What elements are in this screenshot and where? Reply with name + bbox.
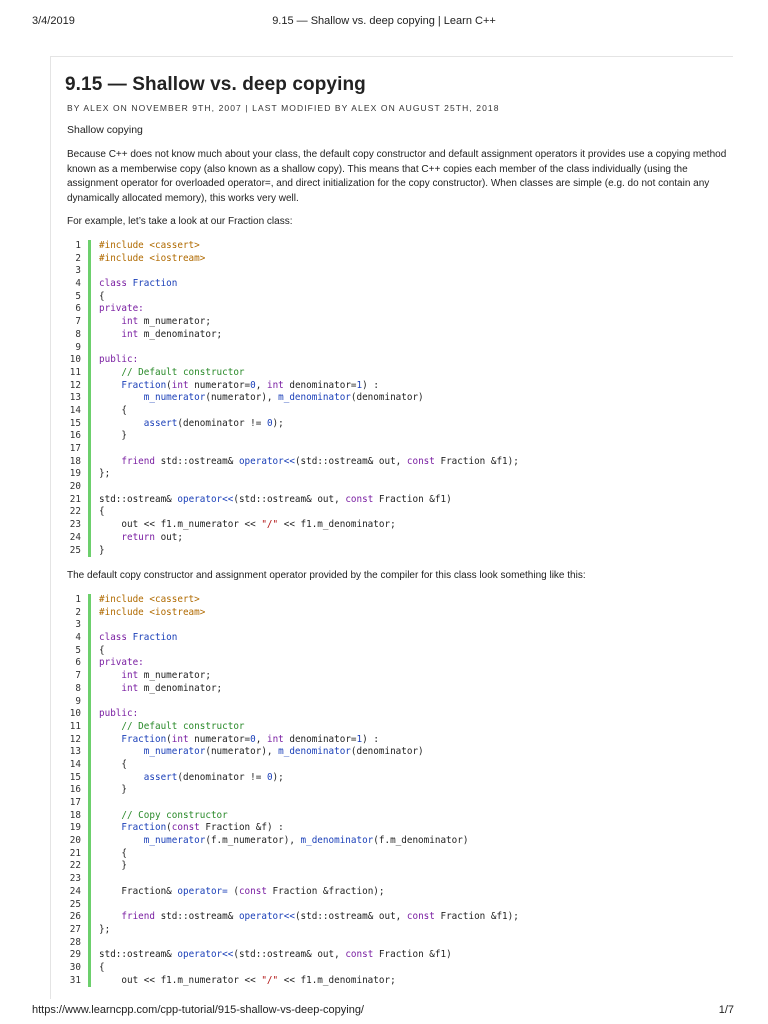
- code-line: [67, 253, 729, 266]
- line-number: 19: [69, 822, 81, 834]
- code-line: [67, 746, 729, 759]
- line-number: 18: [69, 455, 81, 467]
- code-text: #include <iostream>: [99, 606, 206, 618]
- code-line: [67, 797, 729, 810]
- code-gutter-bar: [88, 860, 91, 873]
- code-gutter-bar: [88, 708, 91, 721]
- code-line: [67, 670, 729, 683]
- line-number: 5: [75, 290, 81, 302]
- code-gutter-bar: [88, 354, 91, 367]
- code-line: [67, 506, 729, 519]
- code-text: std::ostream& operator<<(std::ostream& out, const Fraction &f1): [99, 493, 452, 505]
- line-number: 15: [69, 417, 81, 429]
- code-line: [67, 645, 729, 658]
- code-gutter-bar: [88, 430, 91, 443]
- code-gutter-bar: [88, 810, 91, 823]
- line-number: 16: [69, 784, 81, 796]
- code-line: [67, 721, 729, 734]
- line-number: 10: [69, 708, 81, 720]
- code-line: [67, 418, 729, 431]
- line-number: 9: [75, 341, 81, 353]
- code-text: out << f1.m_numerator << "/" << f1.m_denominator;: [99, 974, 396, 986]
- code-line: [67, 607, 729, 620]
- article: [50, 56, 733, 999]
- code-gutter-bar: [88, 405, 91, 418]
- code-gutter-bar: [88, 721, 91, 734]
- code-text: int m_numerator;: [121, 670, 211, 682]
- code-text: private:: [99, 657, 144, 669]
- code-line: [67, 456, 729, 469]
- line-number: 7: [75, 670, 81, 682]
- print-page-number: 1/7: [718, 1004, 734, 1016]
- code-text: {: [99, 758, 127, 770]
- line-number: 15: [69, 771, 81, 783]
- code-text: public:: [99, 354, 139, 366]
- line-number: 13: [69, 392, 81, 404]
- line-number: 4: [75, 632, 81, 644]
- code-line: [67, 468, 729, 481]
- line-number: 8: [75, 328, 81, 340]
- code-line: [67, 481, 729, 494]
- code-gutter-bar: [88, 380, 91, 393]
- code-gutter-bar: [88, 291, 91, 304]
- code-text: public:: [99, 708, 139, 720]
- code-text: Fraction(int numerator=0, int denominator=1) :: [121, 379, 379, 391]
- line-number: 30: [69, 961, 81, 973]
- code-line: [67, 494, 729, 507]
- code-gutter-bar: [88, 835, 91, 848]
- code-text: {: [99, 506, 105, 518]
- code-line: [67, 810, 729, 823]
- code-gutter-bar: [88, 418, 91, 431]
- line-number: 14: [69, 758, 81, 770]
- code-gutter-bar: [88, 253, 91, 266]
- line-number: 3: [75, 619, 81, 631]
- code-gutter-bar: [88, 899, 91, 912]
- code-gutter-bar: [88, 822, 91, 835]
- code-text: out << f1.m_numerator << "/" << f1.m_denominator;: [99, 519, 396, 531]
- code-gutter-bar: [88, 494, 91, 507]
- code-gutter-bar: [88, 456, 91, 469]
- code-text: {: [99, 644, 105, 656]
- code-line: [67, 975, 729, 988]
- code-text: friend std::ostream& operator<<(std::ostream& out, const Fraction &f1);: [121, 911, 519, 923]
- line-number: 11: [69, 720, 81, 732]
- code-line: [67, 291, 729, 304]
- code-gutter-bar: [88, 392, 91, 405]
- code-gutter-bar: [88, 772, 91, 785]
- code-gutter-bar: [88, 594, 91, 607]
- print-date: 3/4/2019: [32, 15, 75, 27]
- code-line: [67, 405, 729, 418]
- code-text: }: [99, 860, 127, 872]
- code-line: [67, 240, 729, 253]
- line-number: 25: [69, 898, 81, 910]
- code-gutter-bar: [88, 734, 91, 747]
- code-gutter-bar: [88, 657, 91, 670]
- code-line: [67, 532, 729, 545]
- print-footer: [0, 1000, 768, 1024]
- line-number: 1: [75, 240, 81, 251]
- code-text: m_numerator(numerator), m_denominator(denominator): [143, 392, 424, 404]
- code-gutter-bar: [88, 342, 91, 355]
- code-line: [67, 367, 729, 380]
- code-gutter-bar: [88, 848, 91, 861]
- code-line: [67, 759, 729, 772]
- code-gutter-bar: [88, 937, 91, 950]
- line-number: 23: [69, 873, 81, 885]
- code-text: {: [99, 961, 105, 973]
- code-gutter-bar: [88, 683, 91, 696]
- line-number: 2: [75, 606, 81, 618]
- code-gutter-bar: [88, 962, 91, 975]
- code-line: [67, 822, 729, 835]
- code-text: private:: [99, 303, 144, 315]
- code-line: [67, 708, 729, 721]
- code-text: #include <cassert>: [99, 594, 200, 605]
- code-gutter-bar: [88, 759, 91, 772]
- code-line: [67, 899, 729, 912]
- line-number: 22: [69, 860, 81, 872]
- code-gutter-bar: [88, 949, 91, 962]
- line-number: 21: [69, 493, 81, 505]
- line-number: 26: [69, 911, 81, 923]
- line-number: 16: [69, 430, 81, 442]
- line-number: 6: [75, 657, 81, 669]
- code-line: [67, 696, 729, 709]
- line-number: 5: [75, 644, 81, 656]
- code-block-fraction-class: [67, 240, 729, 557]
- code-gutter-bar: [88, 532, 91, 545]
- code-text: };: [99, 923, 111, 935]
- code-gutter-bar: [88, 303, 91, 316]
- code-text: class Fraction: [99, 632, 178, 644]
- line-number: 17: [69, 443, 81, 454]
- line-number: 17: [69, 797, 81, 808]
- line-number: 25: [69, 544, 81, 556]
- line-number: 3: [75, 265, 81, 277]
- code-line: [67, 962, 729, 975]
- code-line: [67, 873, 729, 886]
- code-line: [67, 632, 729, 645]
- code-gutter-bar: [88, 240, 91, 253]
- code-line: [67, 430, 729, 443]
- code-gutter-bar: [88, 645, 91, 658]
- code-line: [67, 619, 729, 632]
- code-text: #include <cassert>: [99, 240, 200, 251]
- code-gutter-bar: [88, 329, 91, 342]
- intro-paragraph: Because C++ does not know much about your class, the default copy constructor and default assignment operators it provides use a copying method known as a memberwise copy (also known as a shallow copy). This means that C++ copies each member of the class individually (using the assignment operator for overloaded operator=, and direct initialization for the copy constructor). When classes are simple (e.g. do not contain any dynamically allocated memory), this works very well.: [67, 149, 727, 204]
- line-number: 4: [75, 278, 81, 290]
- line-number: 27: [69, 923, 81, 935]
- line-number: 7: [75, 316, 81, 328]
- code-text: Fraction(int numerator=0, int denominator=1) :: [121, 733, 379, 745]
- code-text: {: [99, 404, 127, 416]
- code-gutter-bar: [88, 784, 91, 797]
- line-number: 6: [75, 303, 81, 315]
- code-gutter-bar: [88, 873, 91, 886]
- code-line: [67, 772, 729, 785]
- code-text: Fraction(const Fraction &f) :: [121, 822, 284, 834]
- code-line: [67, 860, 729, 873]
- code-gutter-bar: [88, 696, 91, 709]
- code-text: }: [99, 784, 127, 796]
- line-number: 19: [69, 468, 81, 480]
- code-line: [67, 316, 729, 329]
- line-number: 1: [75, 594, 81, 605]
- line-number: 13: [69, 746, 81, 758]
- code-gutter-bar: [88, 797, 91, 810]
- code-line: [67, 835, 729, 848]
- code-line: [67, 380, 729, 393]
- code-text: // Copy constructor: [121, 809, 228, 821]
- code-text: friend std::ostream& operator<<(std::ostream& out, const Fraction &f1);: [121, 455, 519, 467]
- code-line: [67, 354, 729, 367]
- print-page-title: 9.15 — Shallow vs. deep copying | Learn C++: [272, 15, 496, 27]
- code-text: m_numerator(f.m_numerator), m_denominator(f.m_denominator): [143, 835, 469, 847]
- code-line: [67, 683, 729, 696]
- code-line: [67, 911, 729, 924]
- line-number: 2: [75, 252, 81, 264]
- line-number: 20: [69, 835, 81, 847]
- code-line: [67, 784, 729, 797]
- example-intro-paragraph: For example, let’s take a look at our Fraction class:: [67, 216, 293, 227]
- code-text: std::ostream& operator<<(std::ostream& out, const Fraction &f1): [99, 949, 452, 961]
- code-gutter-bar: [88, 632, 91, 645]
- code-line: [67, 342, 729, 355]
- default-copy-paragraph: The default copy constructor and assignment operator provided by the compiler for this class look something like this:: [67, 570, 586, 581]
- code-line: [67, 329, 729, 342]
- code-gutter-bar: [88, 316, 91, 329]
- code-line: [67, 265, 729, 278]
- code-text: return out;: [121, 531, 183, 543]
- code-text: int m_numerator;: [121, 316, 211, 328]
- code-line: [67, 392, 729, 405]
- code-gutter-bar: [88, 468, 91, 481]
- code-text: {: [99, 847, 127, 859]
- code-gutter-bar: [88, 506, 91, 519]
- code-gutter-bar: [88, 975, 91, 988]
- code-gutter-bar: [88, 670, 91, 683]
- line-number: 22: [69, 506, 81, 518]
- code-gutter-bar: [88, 481, 91, 494]
- code-gutter-bar: [88, 278, 91, 291]
- code-text: int m_denominator;: [121, 328, 223, 340]
- code-gutter-bar: [88, 443, 91, 456]
- line-number: 18: [69, 809, 81, 821]
- code-text: Fraction& operator= (const Fraction &fraction);: [99, 885, 385, 897]
- code-gutter-bar: [88, 924, 91, 937]
- code-line: [67, 734, 729, 747]
- code-block-fraction-copy: [67, 594, 729, 987]
- code-gutter-bar: [88, 886, 91, 899]
- code-text: // Default constructor: [121, 720, 245, 732]
- code-text: m_numerator(numerator), m_denominator(denominator): [143, 746, 424, 758]
- print-url: https://www.learncpp.com/cpp-tutorial/915-shallow-vs-deep-copying/: [32, 1004, 364, 1016]
- code-gutter-bar: [88, 746, 91, 759]
- line-number: 20: [69, 481, 81, 493]
- code-gutter-bar: [88, 265, 91, 278]
- code-gutter-bar: [88, 519, 91, 532]
- code-gutter-bar: [88, 619, 91, 632]
- code-text: // Default constructor: [121, 366, 245, 378]
- code-line: [67, 519, 729, 532]
- code-line: [67, 886, 729, 899]
- line-number: 11: [69, 366, 81, 378]
- line-number: 24: [69, 531, 81, 543]
- line-number: 28: [69, 936, 81, 948]
- code-text: };: [99, 468, 111, 480]
- code-text: class Fraction: [99, 278, 178, 290]
- code-text: assert(denominator != 0);: [143, 417, 284, 429]
- code-text: #include <iostream>: [99, 252, 206, 264]
- code-text: int m_denominator;: [121, 682, 223, 694]
- line-number: 9: [75, 695, 81, 707]
- code-line: [67, 278, 729, 291]
- print-header: [0, 0, 768, 28]
- line-number: 31: [69, 974, 81, 986]
- code-text: assert(denominator != 0);: [143, 771, 284, 783]
- code-line: [67, 937, 729, 950]
- code-gutter-bar: [88, 607, 91, 620]
- code-text: }: [99, 544, 105, 556]
- line-number: 14: [69, 404, 81, 416]
- code-line: [67, 594, 729, 607]
- article-byline: BY ALEX ON NOVEMBER 9TH, 2007 | LAST MODIFIED BY ALEX ON AUGUST 25TH, 2018: [67, 103, 500, 113]
- section-heading-shallow-copying: Shallow copying: [67, 124, 143, 136]
- code-gutter-bar: [88, 911, 91, 924]
- code-line: [67, 949, 729, 962]
- code-text: }: [99, 430, 127, 442]
- code-line: [67, 657, 729, 670]
- line-number: 8: [75, 682, 81, 694]
- line-number: 10: [69, 354, 81, 366]
- code-line: [67, 303, 729, 316]
- line-number: 23: [69, 519, 81, 531]
- code-gutter-bar: [88, 545, 91, 558]
- line-number: 12: [69, 733, 81, 745]
- line-number: 24: [69, 885, 81, 897]
- line-number: 29: [69, 949, 81, 961]
- code-line: [67, 848, 729, 861]
- article-title: 9.15 — Shallow vs. deep copying: [65, 74, 366, 95]
- code-line: [67, 924, 729, 937]
- code-line: [67, 545, 729, 558]
- code-gutter-bar: [88, 367, 91, 380]
- line-number: 12: [69, 379, 81, 391]
- line-number: 21: [69, 847, 81, 859]
- code-text: {: [99, 290, 105, 302]
- code-line: [67, 443, 729, 456]
